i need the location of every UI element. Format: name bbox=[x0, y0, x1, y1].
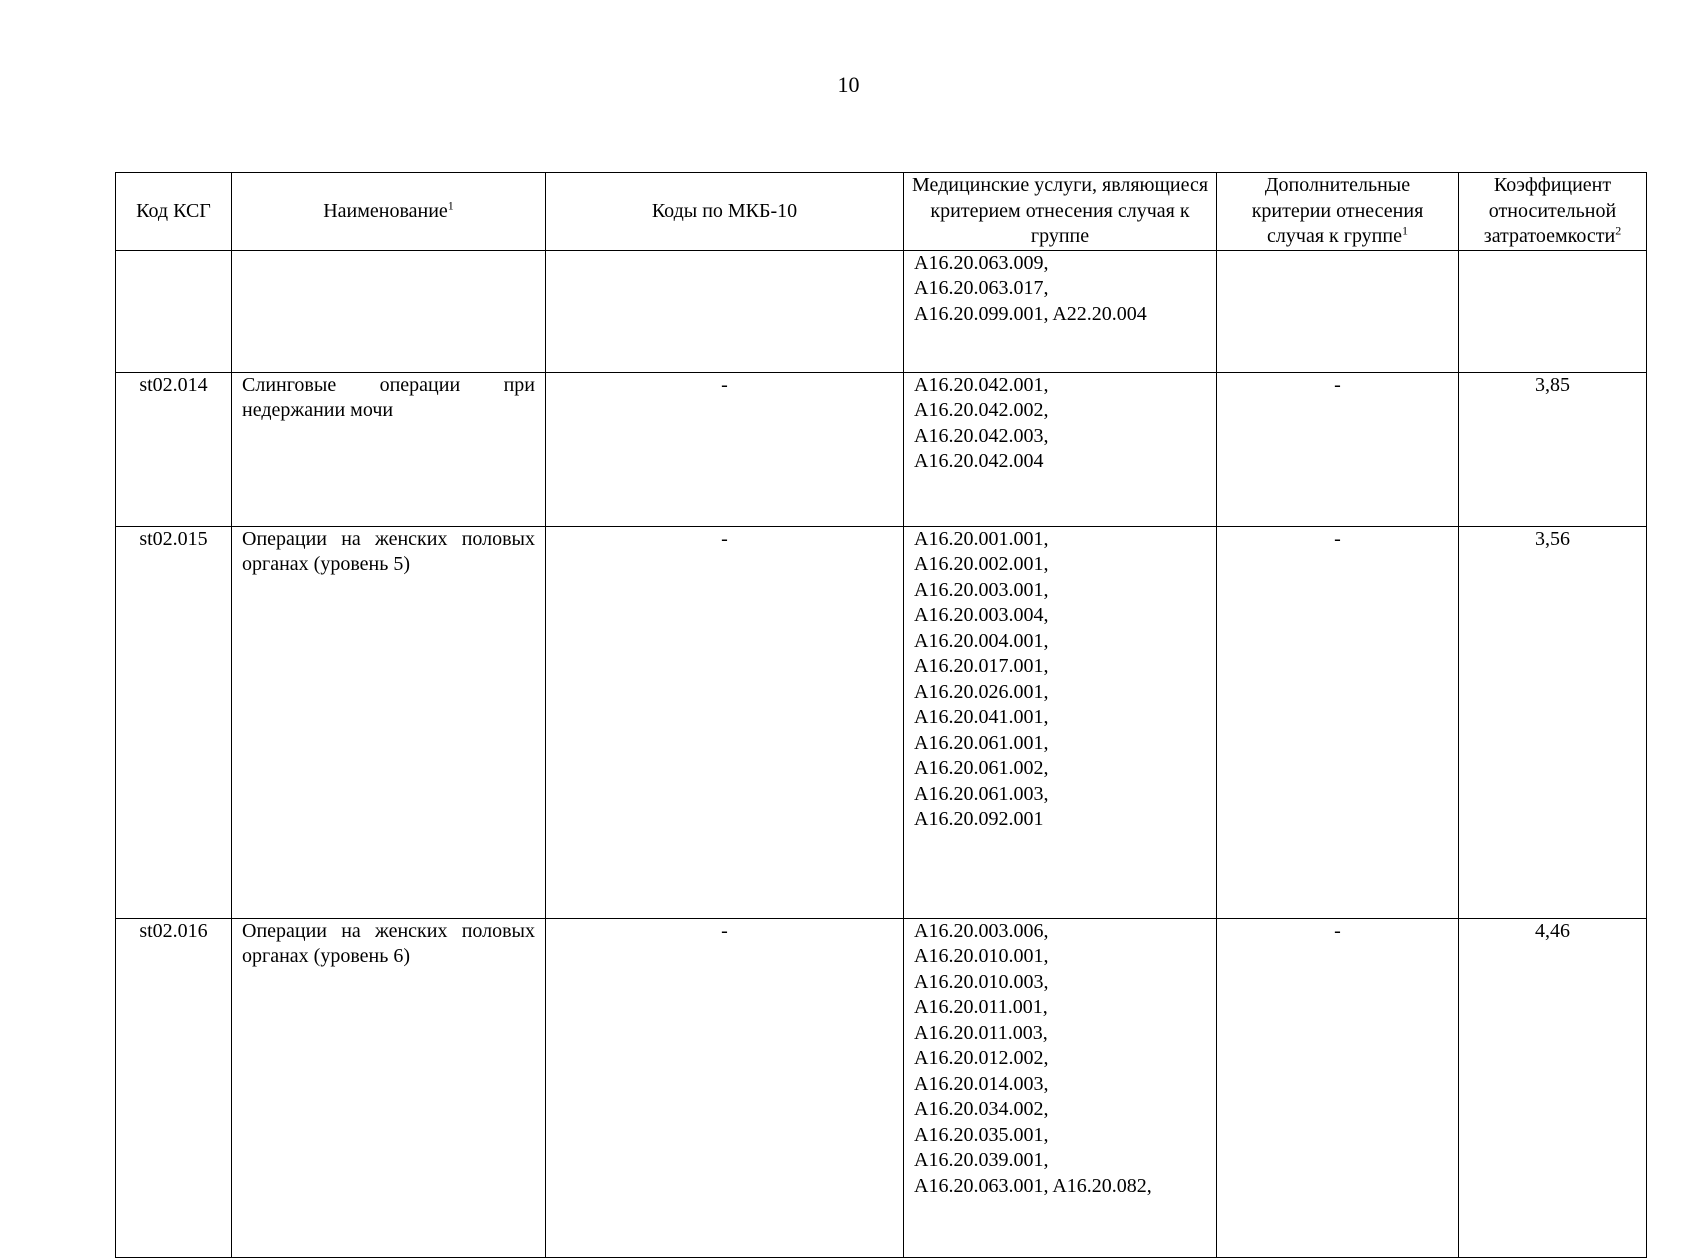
service-code: A16.20.001.001, bbox=[914, 527, 1049, 550]
footnote-marker: 1 bbox=[1401, 223, 1408, 238]
cell-coefficient: 3,56 bbox=[1459, 526, 1647, 918]
cell-services bbox=[904, 372, 1217, 526]
cell-mkb bbox=[546, 250, 904, 372]
service-code: A16.20.011.001, bbox=[914, 996, 1048, 1018]
table-row bbox=[116, 372, 1647, 526]
service-code: A16.20.061.001, bbox=[914, 731, 1049, 754]
cell-name: Слинговые операции при недержании мочи bbox=[232, 372, 546, 526]
service-code: A16.20.012.002, bbox=[914, 1047, 1049, 1069]
cell-additional: - bbox=[1217, 526, 1459, 918]
table-row bbox=[116, 250, 1647, 372]
service-code: A16.20.010.001, bbox=[914, 945, 1049, 967]
header-services: Медицинские услуги, являющиеся критерием отнесения случая к группе bbox=[904, 173, 1217, 251]
cell-coefficient: 3,85 bbox=[1459, 372, 1647, 526]
service-code: A16.20.042.003, bbox=[914, 424, 1049, 447]
cell-services bbox=[904, 918, 1217, 1257]
service-code: A16.20.092.001 bbox=[914, 808, 1044, 830]
service-code: A16.20.042.004 bbox=[914, 450, 1044, 472]
cell-name: Операции на женских половых органах (уровень 6) bbox=[232, 918, 546, 1257]
table-header-row bbox=[116, 173, 1647, 251]
service-code: A16.20.042.002, bbox=[914, 399, 1049, 421]
cell-mkb: - bbox=[546, 526, 904, 918]
cell-mkb: - bbox=[546, 918, 904, 1257]
header-name: Наименование$^1$ bbox=[232, 173, 546, 251]
service-code: A16.20.035.001, bbox=[914, 1123, 1049, 1146]
service-code: A16.20.017.001, bbox=[914, 655, 1049, 677]
cell-code bbox=[116, 250, 232, 372]
service-code: A16.20.042.001, bbox=[914, 373, 1049, 396]
cell-additional bbox=[1217, 250, 1459, 372]
service-code: A16.20.010.003, bbox=[914, 970, 1049, 993]
service-code: A16.20.003.001, bbox=[914, 578, 1049, 601]
header-code: Код КСГ bbox=[116, 173, 232, 251]
service-code: A16.20.004.001, bbox=[914, 629, 1049, 652]
footnote-marker: 1 bbox=[447, 197, 454, 212]
cell-coefficient bbox=[1459, 250, 1647, 372]
cell-name: Операции на женских половых органах (уровень 5) bbox=[232, 526, 546, 918]
service-code: A16.20.002.001, bbox=[914, 553, 1049, 575]
cell-code: st02.016 bbox=[116, 918, 232, 1257]
page-number: 10 bbox=[837, 72, 860, 97]
service-code: A16.20.061.002, bbox=[914, 757, 1049, 779]
cell-coefficient: 4,46 bbox=[1459, 918, 1647, 1257]
service-code: A16.20.063.009, bbox=[914, 251, 1049, 274]
header-additional: Дополнительные критерии отнесения случая к группе$^1$ bbox=[1217, 173, 1459, 251]
service-code: A16.20.011.003, bbox=[914, 1021, 1048, 1044]
service-code: A16.20.039.001, bbox=[914, 1149, 1049, 1171]
cell-additional: - bbox=[1217, 918, 1459, 1257]
ksg-table bbox=[115, 172, 1647, 1258]
service-code: A16.20.003.004, bbox=[914, 604, 1049, 626]
cell-services bbox=[904, 526, 1217, 918]
service-code: A16.20.041.001, bbox=[914, 706, 1049, 728]
footnote-marker: 2 bbox=[1615, 223, 1622, 238]
service-code: A16.20.034.002, bbox=[914, 1098, 1049, 1120]
cell-mkb: - bbox=[546, 372, 904, 526]
service-code: A16.20.061.003, bbox=[914, 782, 1049, 805]
service-code: A16.20.014.003, bbox=[914, 1072, 1049, 1095]
table-row bbox=[116, 526, 1647, 918]
cell-services bbox=[904, 250, 1217, 372]
cell-code: st02.015 bbox=[116, 526, 232, 918]
header-mkb: Коды по МКБ-10 bbox=[546, 173, 904, 251]
table-body bbox=[116, 250, 1647, 1257]
service-code: A16.20.026.001, bbox=[914, 680, 1049, 703]
cell-code: st02.014 bbox=[116, 372, 232, 526]
service-code: A16.20.063.001, A16.20.082, bbox=[914, 1174, 1152, 1197]
table-row bbox=[116, 918, 1647, 1257]
cell-name bbox=[232, 250, 546, 372]
service-code: A16.20.099.001, A22.20.004 bbox=[914, 302, 1147, 325]
cell-additional: - bbox=[1217, 372, 1459, 526]
header-coefficient: Коэффициент относительной затратоемкости$^2$ bbox=[1459, 173, 1647, 251]
service-code: A16.20.063.017, bbox=[914, 277, 1049, 299]
service-code: A16.20.003.006, bbox=[914, 919, 1049, 942]
